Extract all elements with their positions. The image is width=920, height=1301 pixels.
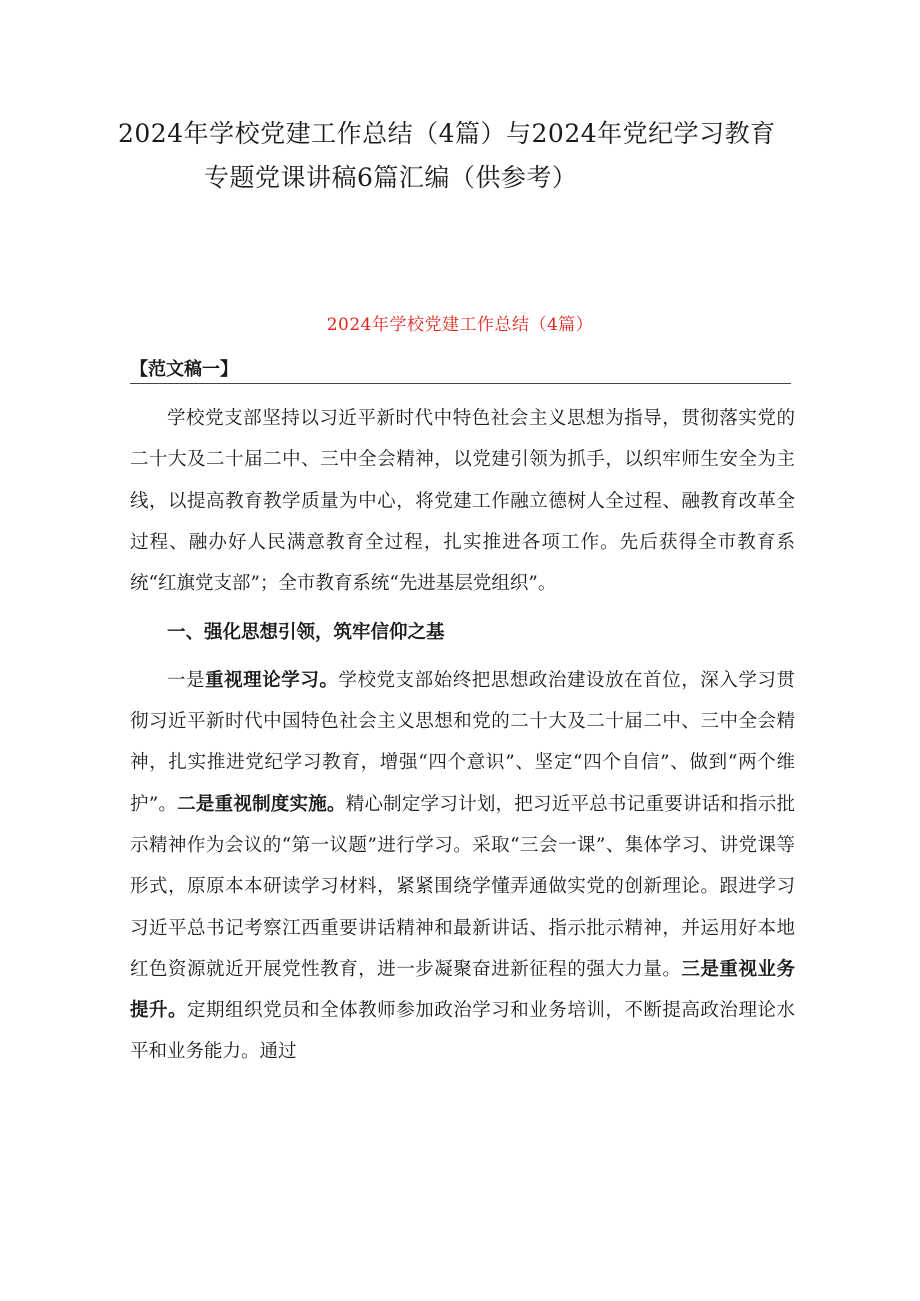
bold-phrase-theory: 重视理论学习。: [205, 669, 339, 691]
title-line-1: 2024年学校党建工作总结（4篇）与2024年党纪学习教育: [118, 119, 776, 148]
sample-label: 【范文稿一】: [130, 359, 238, 380]
paragraph-text: 精心制定学习计划，把习近平总书记重要讲话和指示批示精神作为会议的“第一议题”进行学习。采取“三会一课”、集体学习、讲党课等形式，原原本本研读学习材料，紧紧围绕学懂弄通做实党的创新理论。跟进学习习近平总书记考察江西重要讲话精神和最新讲话、指示批示精神，并运用好本地红色资源就近开展党性教育，进一步凝聚奋进新征程的强大力量。: [130, 793, 795, 980]
paragraph-text: 定期组织党员和全体教师参加政治学习和业务培训，不断提高政治理论水平和业务能力。通过: [130, 1000, 795, 1063]
body-text: [130, 398, 795, 1073]
paragraph-theory-study: [130, 660, 795, 1073]
title-line-2: 专题党课讲稿6篇汇编（供参考）: [204, 163, 578, 192]
bold-phrase-business: 三是重视业务提升。: [130, 958, 795, 1022]
paragraph-intro: 学校党支部坚持以习近平新时代中特色社会主义思想为指导，贯彻落实党的二十大及二十届二中、三中全会精神，以党建引领为抓手，以织牢师生安全为主线，以提高教育教学质量为中心，将党建工作融立德树人全过程、融教育改革全过程、融办好人民满意教育全过程，扎实推进各项工作。先后获得全市教育系统“红旗党支部”；全市教育系统“先进基层党组织”。: [130, 408, 795, 595]
bold-phrase-system: 二是重视制度实施。: [177, 793, 346, 815]
section-title: 2024年学校党建工作总结（4篇）: [326, 315, 594, 335]
section-heading-1: 一、强化思想引领，筑牢信仰之基: [167, 622, 445, 644]
paragraph-text: 学校党支部始终把思想政治建设放在首位，深入学习贯彻习近平新时代中国特色社会主义思想和党的二十大及二十届二中、三中全会精神，扎实推进党纪学习教育，增强“四个意识”、坚定“四个自信”、做到“两个维护”。: [130, 669, 795, 815]
document-title: [118, 112, 818, 200]
lead-text: 一是: [167, 669, 206, 691]
divider-rule: [130, 383, 791, 384]
